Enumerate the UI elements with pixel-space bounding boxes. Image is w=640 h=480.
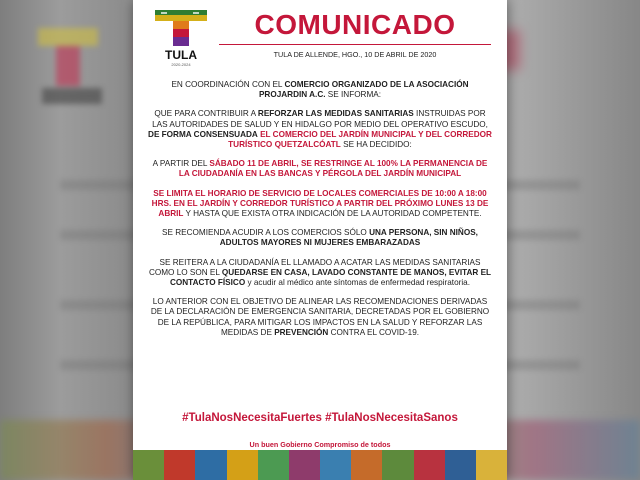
text-segment: SE HA DECIDIDO: [340, 140, 412, 150]
tula-logo-graphic [149, 8, 213, 52]
paragraph-restriction [147, 159, 493, 179]
text-segment: y acudir al médico ante síntomas de enfermedad respiratoria. [245, 278, 471, 288]
mural-panel [133, 450, 164, 480]
text-segment: EN COORDINACIÓN CON EL [171, 80, 285, 89]
text-segment: PREVENCIÓN [274, 327, 329, 337]
paragraph-objective [147, 297, 493, 338]
slogan: Un buen Gobierno Compromiso de todos [249, 440, 391, 449]
mural-panel [289, 450, 320, 480]
text-segment: A PARTIR DEL [152, 159, 210, 169]
text-segment: Y HASTA QUE EXISTA OTRA INDICACIÓN DE LA AUTORIDAD COMPETENTE. [183, 209, 482, 219]
mural-panel [382, 450, 413, 480]
text-segment: LO ANTERIOR CON EL OBJETIVO DE ALINEAR LAS RECOMENDACIONES DERIVADAS DE LA DECLARACIÓN DE EMERGENCIA SANITARIA, DECRETADAS POR EL GOBIERNO DE LA REPÚBLICA, PARA MITIGAR LOS IMPACTOS EN LA SALUD Y REFORZAR LAS MEDIDAS DE [150, 297, 490, 337]
text-segment: UNA PERSONA, SIN NIÑOS, ADULTOS MAYORES NI MUJERES EMBARAZADAS [219, 228, 478, 248]
blurred-logo [28, 20, 118, 110]
text-segment: SE INFORMA: [325, 90, 382, 100]
decorative-mural [133, 450, 507, 480]
paragraph-hours [147, 189, 493, 220]
text-segment: SÁBADO 11 DE ABRIL, SE RESTRINGE AL 100% LA PERMANENCIA DE LA CIUDADANÍA EN LAS BANCAS Y PÉRGOLA DEL JARDÍN MUNICIPAL [178, 159, 488, 179]
mural-panel [195, 450, 226, 480]
page-title: COMUNICADO [254, 9, 456, 40]
mural-panel [164, 450, 195, 480]
paragraph-measures [147, 109, 493, 150]
mural-panel [351, 450, 382, 480]
text-segment: SE RECOMIENDA ACUDIR A LOS COMERCIOS SÓLO [162, 228, 370, 238]
logo-period: 2020-2024 [171, 62, 191, 67]
announcement-document [133, 0, 507, 480]
mural-panel [445, 450, 476, 480]
mural-panel [320, 450, 351, 480]
text-segment: SE REITERA A LA CIUDADANÍA EL LLAMADO A ACATAR LAS MEDIDAS SANITARIAS COMO LO SON EL [148, 257, 481, 277]
mural-panel [414, 450, 445, 480]
mural-panel [227, 450, 258, 480]
hashtags: #TulaNosNecesitaFuertes #TulaNosNecesitaSanos [182, 412, 458, 424]
title-divider [219, 44, 491, 45]
dateline: TULA DE ALLENDE, HGO., 10 DE ABRIL DE 2020 [273, 50, 437, 59]
mural-panel [258, 450, 289, 480]
paragraph-intro [147, 80, 493, 100]
announcement-body [147, 80, 493, 347]
text-segment: EL COMERCIO DEL JARDÍN MUNICIPAL Y DEL CORREDOR TURÍSTICO QUETZALCÓATL [228, 129, 492, 150]
logo-text: TULA [165, 48, 197, 62]
text-segment: CONTRA EL COVID-19. [328, 327, 420, 337]
paragraph-recommendation [147, 228, 493, 248]
text-segment: DE FORMA CONSENSUADA [148, 129, 258, 139]
text-segment: COMERCIO ORGANIZADO DE LA ASOCIACIÓN PROJARDIN A.C. [258, 80, 469, 100]
paragraph-reminder [147, 258, 493, 289]
mural-panel [476, 450, 507, 480]
text-segment: QUEDARSE EN CASA, LAVADO CONSTANTE DE MANOS, EVITAR EL CONTACTO FÍSICO [169, 267, 492, 288]
text-segment: SE LIMITA EL HORARIO DE SERVICIO DE LOCALES COMERCIALES DE 10:00 A 18:00 HRS. EN EL JARDÍN Y CORREDOR TURÍSTICO A PARTIR DEL PRÓXIMO LUNES 13 DE ABRIL [151, 188, 489, 219]
text-segment: QUE PARA CONTRIBUIR A [154, 109, 258, 119]
text-segment: INSTRUIDAS POR LAS AUTORIDADES DE SALUD Y EN HIDALGO POR MEDIO DEL OPERATIVO ESCUDO, [152, 109, 488, 129]
text-segment: REFORZAR LAS MEDIDAS SANITARIAS [257, 109, 414, 119]
tula-logo [149, 8, 213, 72]
